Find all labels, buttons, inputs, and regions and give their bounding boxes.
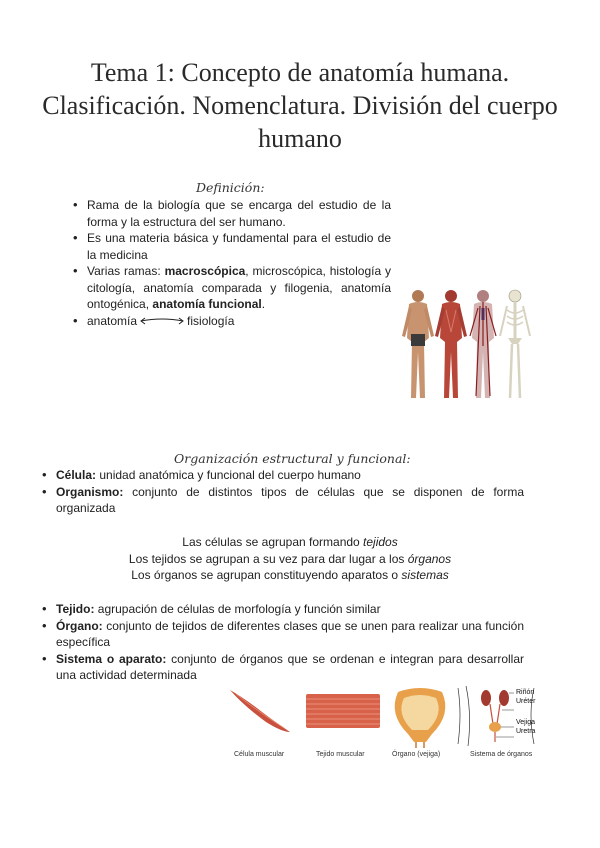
relation-right: fisiología xyxy=(187,313,235,328)
muscle-tissue-illustration xyxy=(306,694,380,728)
text-run: , microscópica, histología y citología, anatomía comparada y filogenia, anatomía ontogénica, xyxy=(87,264,392,311)
bold-text: anatomía funcional xyxy=(152,297,262,311)
organization-list xyxy=(42,467,524,517)
text-run: conjunto de distintos tipos de células que se disponen de forma organizada xyxy=(56,484,524,515)
text-run: Los tejidos se agrupan a su vez para dar lugar a los xyxy=(128,551,408,566)
text-run: Los órganos se agrupan constituyendo aparatos o xyxy=(131,568,402,582)
organization-list-2 xyxy=(42,601,524,684)
definition-heading: Definición: xyxy=(196,180,265,195)
label-ureter: Uréter xyxy=(516,698,536,705)
definition-item-relation xyxy=(73,313,391,330)
bold-text: Organismo: xyxy=(56,484,124,499)
label-urethra: Uretra xyxy=(516,728,536,735)
relation-left: anatomía xyxy=(87,313,138,328)
text-run: conjunto de órganos que se ordenan e integran para desarrollar una actividad determinada xyxy=(56,651,524,682)
bold-text: Tejido: xyxy=(56,602,95,616)
levels-illustration xyxy=(222,684,562,748)
italic-text: sistemas xyxy=(401,568,449,582)
bladder-organ-illustration xyxy=(395,688,446,748)
figure-circulatory xyxy=(470,290,496,398)
figure-skeleton xyxy=(500,290,530,398)
italic-text: tejidos xyxy=(363,535,398,549)
caption-tissue: Tejido muscular xyxy=(316,751,365,758)
hierarchy-line xyxy=(100,551,480,568)
double-arrow-icon xyxy=(139,315,185,327)
text-run: Es una materia básica y fundamental para el estudio de la medicina xyxy=(87,231,391,262)
page-title: Tema 1: Concepto de anatomía humana. Clasificación. Nomenclatura. División del cuerpo humano xyxy=(42,58,558,153)
text-run: conjunto de tejidos de diferentes clases que se unen para realizar una función específica xyxy=(56,618,524,649)
bold-text: Sistema o aparato: xyxy=(56,651,167,666)
text-run: unidad anatómica y funcional del cuerpo humano xyxy=(96,468,361,482)
human-anatomy-illustration xyxy=(396,286,536,406)
definition-item xyxy=(73,230,391,263)
definition-item xyxy=(73,197,391,230)
bold-text: Órgano: xyxy=(56,618,103,633)
organization-item xyxy=(42,601,524,618)
hierarchy-line xyxy=(100,534,480,551)
organization-item xyxy=(42,484,524,517)
hierarchy-summary xyxy=(100,534,480,584)
figure-muscles xyxy=(435,290,467,398)
text-run: Varias ramas: xyxy=(87,264,165,278)
organization-levels-diagram xyxy=(222,684,562,764)
definition-list xyxy=(73,197,391,329)
label-kidney: Riñón xyxy=(516,689,535,696)
label-bladder: Vejiga xyxy=(516,719,536,726)
organization-item xyxy=(42,618,524,651)
text-run: Rama de la biología que se encarga del estudio de la forma y la estructura del ser humano. xyxy=(87,198,391,229)
caption-organ: Órgano (vejiga) xyxy=(392,751,441,758)
italic-text: órganos xyxy=(407,551,452,566)
caption-system: Sistema de órganos xyxy=(470,751,533,758)
text-run: . xyxy=(261,297,266,311)
text-run: Las células se agrupan formando xyxy=(182,535,364,549)
organization-item xyxy=(42,651,524,684)
hierarchy-line xyxy=(100,567,480,584)
text-run: agrupación de células de morfología y función similar xyxy=(94,602,381,616)
organization-item xyxy=(42,467,524,484)
organization-heading: Organización estructural y funcional: xyxy=(174,451,411,466)
bold-text: Célula: xyxy=(56,468,97,482)
definition-item xyxy=(73,263,391,313)
caption-cell: Célula muscular xyxy=(234,751,285,758)
bold-text: macroscópica xyxy=(164,264,246,278)
figure-skin xyxy=(402,290,434,398)
